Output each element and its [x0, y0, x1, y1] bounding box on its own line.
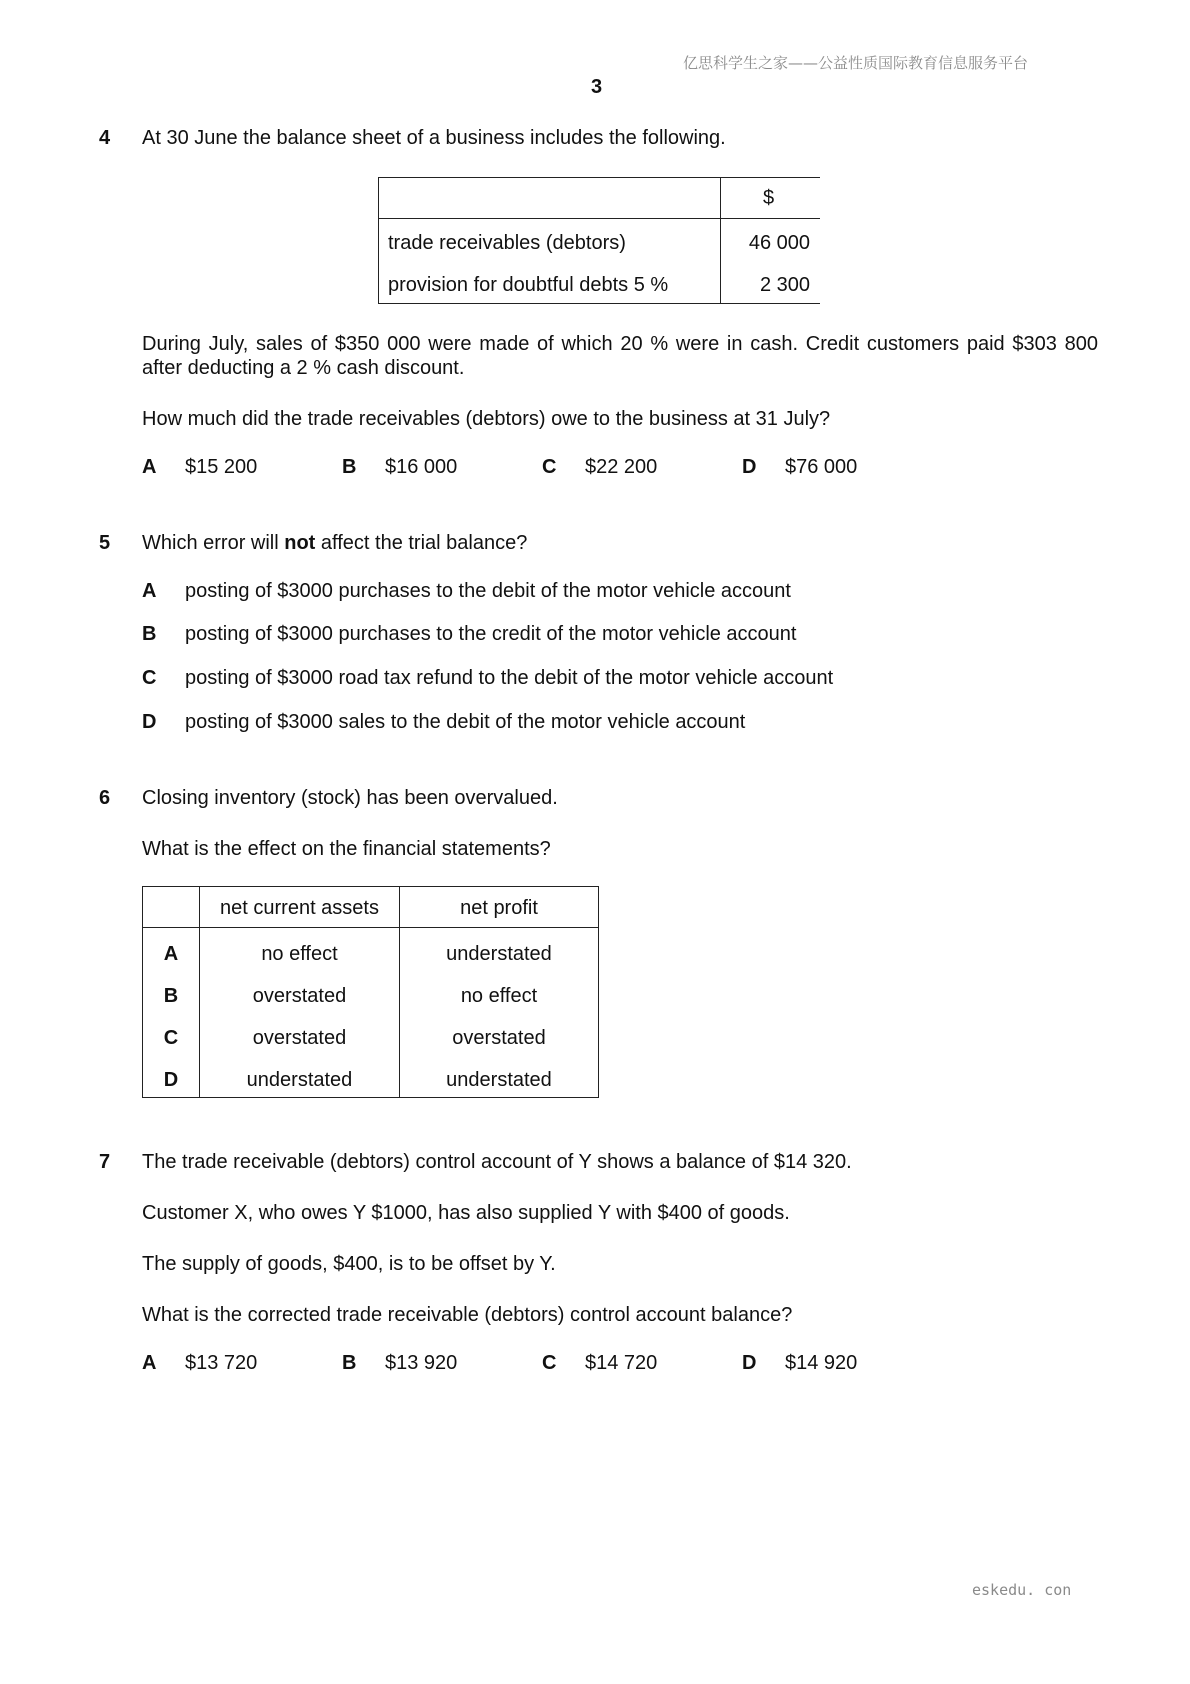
option-text: $16 000 [385, 456, 458, 478]
row-a-np: understated [446, 943, 552, 965]
footer-site: eskedu. con [972, 1581, 1072, 1599]
table-rule [378, 303, 820, 304]
option-a[interactable] [142, 455, 342, 479]
option-letter: D [742, 1352, 757, 1374]
option-d[interactable] [742, 455, 942, 479]
question-5-number: 5 [99, 532, 111, 554]
row-value-receivables: 46 000 [748, 232, 810, 254]
question-4-stem: At 30 June the balance sheet of a business includes the following. [142, 127, 726, 149]
row-label-receivables: trade receivables (debtors) [388, 232, 626, 254]
row-letter-d[interactable]: D [163, 1069, 179, 1091]
table-rule [378, 177, 820, 178]
option-letter: D [742, 456, 757, 478]
option-b[interactable] [142, 622, 796, 646]
option-b[interactable] [342, 455, 542, 479]
option-letter: C [542, 456, 557, 478]
option-text: posting of $3000 purchases to the debit of the motor vehicle account [185, 580, 791, 602]
option-letter: D [142, 711, 157, 733]
option-letter: A [142, 580, 157, 602]
question-4-question: How much did the trade receivables (debtors) owe to the business at 31 July? [142, 408, 831, 430]
question-6-question: What is the effect on the financial statements? [142, 838, 551, 860]
row-letter-a[interactable]: A [163, 943, 179, 965]
option-c[interactable] [142, 666, 833, 690]
row-c-nca: overstated [252, 1027, 347, 1049]
effects-table [142, 886, 599, 1098]
page-number: 3 [591, 76, 603, 98]
currency-header: $ [763, 187, 775, 209]
table-rule [143, 927, 598, 928]
question-6-stem: Closing inventory (stock) has been overvalued. [142, 787, 558, 809]
question-7-number: 7 [99, 1151, 111, 1173]
option-text: $15 200 [185, 456, 258, 478]
row-a-nca: no effect [261, 943, 338, 965]
row-letter-b[interactable]: B [163, 985, 179, 1007]
option-text: $14 920 [785, 1352, 858, 1374]
stem-text: affect the trial balance? [315, 532, 528, 554]
question-7-line-2: Customer X, who owes Y $1000, has also supplied Y with $400 of goods. [142, 1202, 790, 1224]
question-7-question: What is the corrected trade receivable (debtors) control account balance? [142, 1304, 793, 1326]
table-rule [378, 218, 820, 219]
option-d[interactable] [742, 1351, 942, 1375]
question-4-options [142, 455, 942, 479]
question-7-line-1: The trade receivable (debtors) control account of Y shows a balance of $14 320. [142, 1151, 852, 1173]
option-b[interactable] [342, 1351, 542, 1375]
option-a[interactable] [142, 579, 791, 603]
option-letter: C [142, 667, 157, 689]
table-rule [378, 177, 379, 304]
option-text: $13 920 [385, 1352, 458, 1374]
row-d-nca: understated [246, 1069, 353, 1091]
option-c[interactable] [542, 1351, 742, 1375]
option-letter: A [142, 1352, 157, 1374]
col-header-net-current-assets: net current assets [220, 897, 379, 919]
option-letter: A [142, 456, 157, 478]
option-text: $22 200 [585, 456, 658, 478]
option-a[interactable] [142, 1351, 342, 1375]
balance-sheet-table [378, 177, 820, 304]
question-4-paragraph: During July, sales of $350 000 were made of which 20 % were in cash. Credit customers paid $303 800 after deducting a 2 % cash discount. [142, 333, 1098, 379]
option-letter: B [142, 623, 157, 645]
option-text: $14 720 [585, 1352, 658, 1374]
row-letter-c[interactable]: C [163, 1027, 179, 1049]
question-7-options [142, 1351, 942, 1375]
stem-emphasis: not [284, 532, 316, 554]
row-c-np: overstated [452, 1027, 546, 1049]
header-watermark: 亿思科学生之家——公益性质国际教育信息服务平台 [683, 54, 1029, 72]
question-5-stem [142, 531, 527, 555]
question-4-number: 4 [99, 127, 111, 149]
option-text: posting of $3000 road tax refund to the debit of the motor vehicle account [185, 667, 834, 689]
option-letter: C [542, 1352, 557, 1374]
row-label-provision: provision for doubtful debts 5 % [388, 274, 669, 296]
option-letter: B [342, 1352, 357, 1374]
option-text: $13 720 [185, 1352, 258, 1374]
option-text: $76 000 [785, 456, 858, 478]
row-b-np: no effect [460, 985, 538, 1007]
option-d[interactable] [142, 710, 745, 734]
question-7-line-3: The supply of goods, $400, is to be offset by Y. [142, 1253, 556, 1275]
question-6-number: 6 [99, 787, 111, 809]
table-rule [720, 177, 721, 304]
option-text: posting of $3000 sales to the debit of the motor vehicle account [185, 711, 746, 733]
option-letter: B [342, 456, 357, 478]
option-text: posting of $3000 purchases to the credit of the motor vehicle account [185, 623, 797, 645]
row-value-provision: 2 300 [759, 274, 810, 296]
row-d-np: understated [446, 1069, 552, 1091]
option-c[interactable] [542, 455, 742, 479]
row-b-nca: overstated [252, 985, 347, 1007]
stem-text: Which error will [142, 532, 285, 554]
col-header-net-profit: net profit [460, 897, 538, 919]
